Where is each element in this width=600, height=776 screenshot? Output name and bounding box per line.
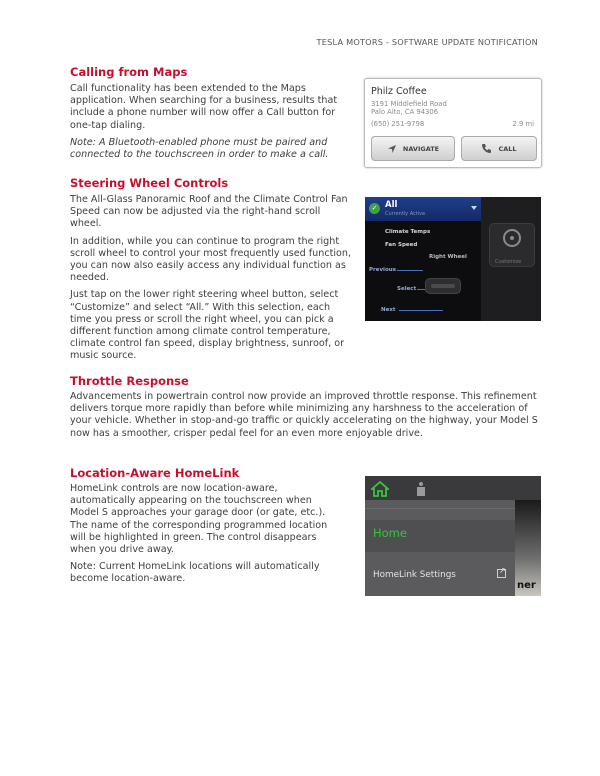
steering-wheel-icon bbox=[503, 229, 521, 247]
customize-label: Customize bbox=[495, 259, 522, 265]
selected-function-label: All bbox=[385, 200, 398, 210]
right-wheel-label: Right Wheel bbox=[429, 254, 467, 260]
section-heading-steering: Steering Wheel Controls bbox=[70, 176, 229, 190]
section-heading-maps: Calling from Maps bbox=[70, 65, 188, 79]
person-icon[interactable] bbox=[417, 482, 425, 496]
home-label[interactable]: Home bbox=[373, 526, 407, 540]
address-line-1: 3191 Middlefield Road bbox=[371, 100, 447, 108]
function-option[interactable]: Climate Temps bbox=[385, 229, 431, 235]
business-address bbox=[371, 100, 447, 116]
partial-text: ner bbox=[517, 580, 536, 591]
previous-label: Previous bbox=[369, 267, 396, 273]
navigate-arrow-icon bbox=[387, 144, 397, 154]
selected-function-bar[interactable] bbox=[365, 197, 481, 221]
paragraph: Advancements in powertrain control now provide an improved throttle response. This refinement delivers torque more rapidly than before while minimizing any harshness to the acceleration of your vehicle. Whether in stop-and-go traffic or quickly accelerating on the highway, your Model S now has a smoother, crisper pedal feel for an even more enjoyable drive. bbox=[70, 391, 538, 439]
paragraph: The All-Glass Panoramic Roof and the Climate Control Fan Speed can now be adjusted via the right-hand scroll wheel. bbox=[70, 194, 348, 230]
paragraph: Just tap on the lower right steering wheel button, select “Customize” and select “All.” With this selection, each time you press or scroll the right wheel, you can pick a different function among climate control temperature, climate control fan speed, display brightness, sunroof, or music source. bbox=[70, 289, 345, 362]
navigate-label: NAVIGATE bbox=[402, 144, 440, 153]
home-icon[interactable] bbox=[371, 481, 389, 497]
steering-wheel-screen bbox=[365, 197, 541, 321]
business-phone: (650) 251-9798 bbox=[371, 120, 425, 128]
section-heading-homelink: Location-Aware HomeLink bbox=[70, 466, 240, 480]
call-label: CALL bbox=[498, 144, 517, 153]
selected-function-sub: Currently Active bbox=[385, 211, 426, 217]
section-body-maps bbox=[70, 83, 342, 166]
paragraph: In addition, while you can continue to program the right scroll wheel to control your most frequently used function, you can now also easily access any individual function as needed. bbox=[70, 235, 352, 284]
select-line bbox=[417, 289, 425, 290]
previous-line bbox=[397, 270, 423, 271]
scroll-wheel-graphic bbox=[425, 278, 461, 294]
homelink-top-bar bbox=[365, 476, 541, 500]
paragraph: HomeLink controls are now location-aware, automatically appearing on the touchscreen when Model S approaches your garage door (or gate, etc.). The name of the corresponding programmed location will be highlighted in green. The control disappears when you drive away. bbox=[70, 483, 328, 556]
business-name: Philz Coffee bbox=[371, 86, 427, 97]
business-distance: 2.9 mi bbox=[512, 120, 534, 128]
phone-icon bbox=[481, 143, 492, 154]
section-body-homelink bbox=[70, 483, 342, 591]
call-button[interactable] bbox=[461, 136, 537, 161]
homelink-settings-label[interactable]: HomeLink Settings bbox=[373, 570, 456, 580]
paragraph: Note: Current HomeLink locations will automatically become location-aware. bbox=[70, 561, 320, 585]
note-paragraph: Note: A Bluetooth-enabled phone must be paired and connected to the touchscreen in order to make a call. bbox=[70, 136, 329, 161]
dropdown-arrow-icon bbox=[471, 206, 477, 210]
navigate-button[interactable] bbox=[371, 136, 455, 161]
select-label: Select bbox=[397, 286, 417, 292]
paragraph: Call functionality has been extended to the Maps application. When searching for a business, results that include a phone number will now offer a Call button for one-tap dialing. bbox=[70, 83, 338, 131]
document-header: TESLA MOTORS - SOFTWARE UPDATE NOTIFICATION bbox=[316, 37, 538, 47]
address-line-2: Palo Alto, CA 94306 bbox=[371, 108, 439, 116]
maps-result-card bbox=[364, 78, 542, 168]
external-link-icon[interactable] bbox=[497, 569, 506, 578]
next-line bbox=[399, 310, 443, 311]
section-heading-throttle: Throttle Response bbox=[70, 374, 189, 388]
section-body-steering bbox=[70, 194, 352, 368]
check-icon: ✓ bbox=[369, 203, 380, 214]
homelink-screen bbox=[365, 476, 541, 596]
divider bbox=[365, 508, 515, 509]
function-option[interactable]: Fan Speed bbox=[385, 242, 418, 247]
section-body-throttle bbox=[70, 391, 538, 445]
next-label: Next bbox=[381, 307, 396, 313]
